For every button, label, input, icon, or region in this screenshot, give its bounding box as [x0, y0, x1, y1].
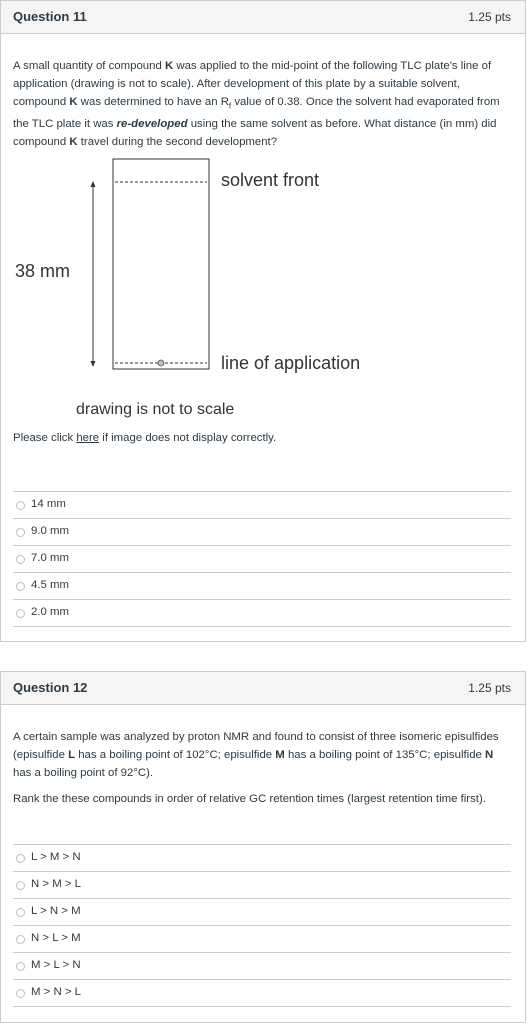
question-12-header: [1, 672, 525, 705]
radio-button[interactable]: [16, 854, 25, 863]
solvent-front-label: solvent front: [221, 170, 320, 190]
answer-option[interactable]: N > L > M: [13, 925, 511, 952]
not-to-scale-label: drawing is not to scale: [76, 401, 235, 418]
line-of-application-label: line of application: [221, 353, 361, 373]
radio-button[interactable]: [16, 501, 25, 510]
radio-button[interactable]: [16, 582, 25, 591]
compound-k-spot: [158, 360, 164, 366]
question-11-header: [1, 1, 525, 34]
arrow-up-head: [91, 181, 96, 187]
answer-option[interactable]: M > L > N: [13, 952, 511, 979]
question-12-card: [0, 671, 526, 1023]
radio-button[interactable]: [16, 989, 25, 998]
answer-option[interactable]: N > M > L: [13, 871, 511, 898]
radio-button[interactable]: [16, 555, 25, 564]
answer-option[interactable]: 4.5 mm: [13, 572, 511, 599]
radio-button[interactable]: [16, 528, 25, 537]
arrow-down-head: [91, 361, 96, 367]
distance-label: 38 mm: [15, 261, 71, 281]
question-11-title: Question 11: [13, 9, 87, 24]
image-help-link[interactable]: here: [76, 432, 100, 444]
radio-button[interactable]: [16, 881, 25, 890]
answer-option[interactable]: 2.0 mm: [13, 599, 511, 627]
display-note: Please click here if image does not display correctly.: [13, 432, 277, 444]
tlc-plate: [113, 159, 209, 369]
answer-option[interactable]: L > M > N: [13, 844, 511, 871]
answer-option[interactable]: 14 mm: [13, 491, 511, 518]
tlc-plate-figure: [1, 151, 525, 421]
answer-option[interactable]: L > N > M: [13, 898, 511, 925]
question-11-points: 1.25 pts: [468, 10, 511, 24]
question-12-answers: [13, 844, 511, 1007]
question-12-points: 1.25 pts: [468, 681, 511, 695]
question-12-title: Question 12: [13, 680, 88, 695]
radio-button[interactable]: [16, 935, 25, 944]
question-11-answers: [13, 491, 511, 627]
radio-button[interactable]: [16, 908, 25, 917]
question-12-text: A certain sample was analyzed by proton NMR and found to consist of three isomeric episulfides (episulfide L has a boiling point of 102°C; episulfide M has a boiling point of 135°C; episulfide N has a boiling point of 92°C).: [13, 731, 499, 779]
radio-button[interactable]: [16, 962, 25, 971]
question-11-text: A small quantity of compound K was applied to the mid-point of the following TLC plate's line of application (drawing is not to scale). After development of this plate by a suitable solvent, compound K was determined to have an $R_f$ value of 0.38. Once the solvent had evaporated from the TLC plate it was re-developed using the same solvent as before. What distance (in mm) did compound K travel during the second development?: [13, 60, 500, 149]
radio-button[interactable]: [16, 609, 25, 618]
answer-option[interactable]: 7.0 mm: [13, 545, 511, 572]
answer-option[interactable]: M > N > L: [13, 979, 511, 1007]
question-12-instruction: Rank the these compounds in order of relative GC retention times (largest retention time first).: [13, 793, 486, 805]
answer-option[interactable]: 9.0 mm: [13, 518, 511, 545]
